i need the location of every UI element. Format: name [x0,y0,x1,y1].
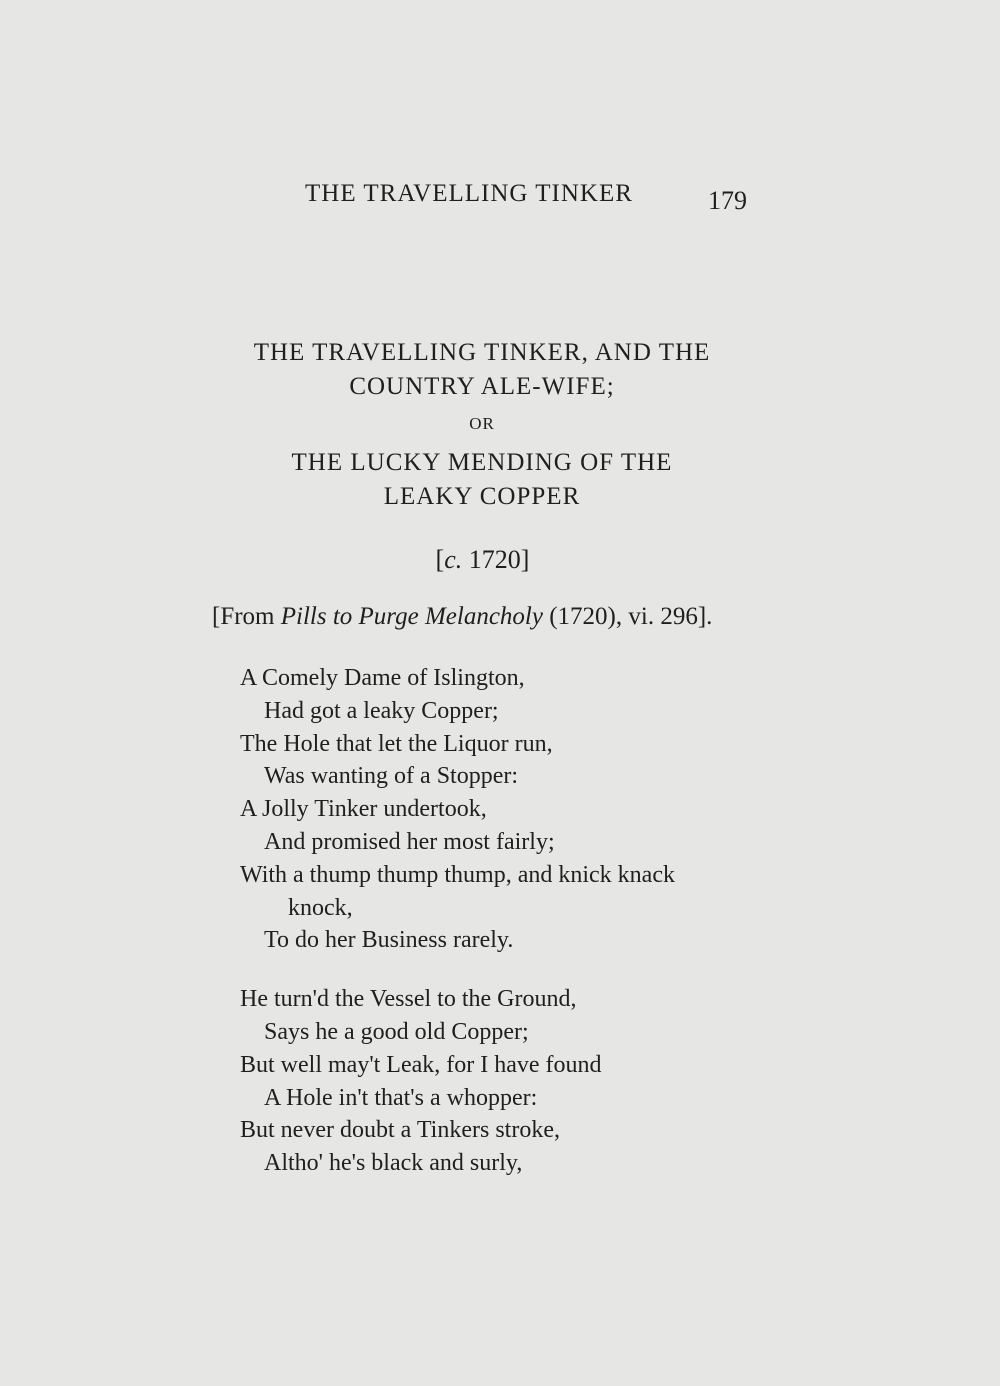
source-note [212,603,712,631]
date-year: 1720] [462,545,530,574]
verse-line: And promised her most fairly; [264,828,555,855]
stanza-1 [240,662,800,957]
date-circa: c. [444,545,463,574]
stanza-2 [240,983,800,1180]
verse-line: With a thump thump thump, and knick knack [240,861,675,888]
title-line-1: THE TRAVELLING TINKER, AND THE [253,339,711,366]
title-line-2: COUNTRY ALE-WIFE; [349,373,615,400]
running-head [0,180,1000,216]
verse-line: Was wanting of a Stopper: [264,763,519,790]
verse-line: But never doubt a Tinkers stroke, [240,1117,560,1144]
verse-line: A Jolly Tinker undertook, [240,796,487,823]
verse-line: But well may't Leak, for I have found [240,1051,602,1078]
verse-line: A Comely Dame of Islington, [240,665,525,691]
running-title: THE TRAVELLING TINKER [305,180,633,207]
verse-line: Altho' he's black and surly, [264,1150,523,1177]
source-prefix: [From [212,603,281,630]
verse-line: Says he a good old Copper; [264,1018,529,1045]
verse-line-continuation: knock, [288,894,353,921]
title-line-3: THE LUCKY MENDING OF THE [291,449,673,476]
verse-line: A Hole in't that's a whopper: [264,1084,538,1111]
verse-line: He turn'd the Vessel to the Ground, [240,986,577,1013]
ballad-title [150,336,814,514]
title-or: OR [469,414,495,433]
verse-line: To do her Business rarely. [264,927,514,954]
title-line-4: LEAKY COPPER [383,483,581,510]
poem [240,662,800,1206]
date-line [0,545,965,575]
date-open-bracket: [ [435,545,445,574]
verse-line: Had got a leaky Copper; [264,697,499,724]
page-number: 179 [708,186,747,215]
verse-line: The Hole that let the Liquor run, [240,730,553,757]
source-work-title: Pills to Purge Melancholy [280,603,543,630]
source-suffix: (1720), vi. 296]. [542,603,713,630]
